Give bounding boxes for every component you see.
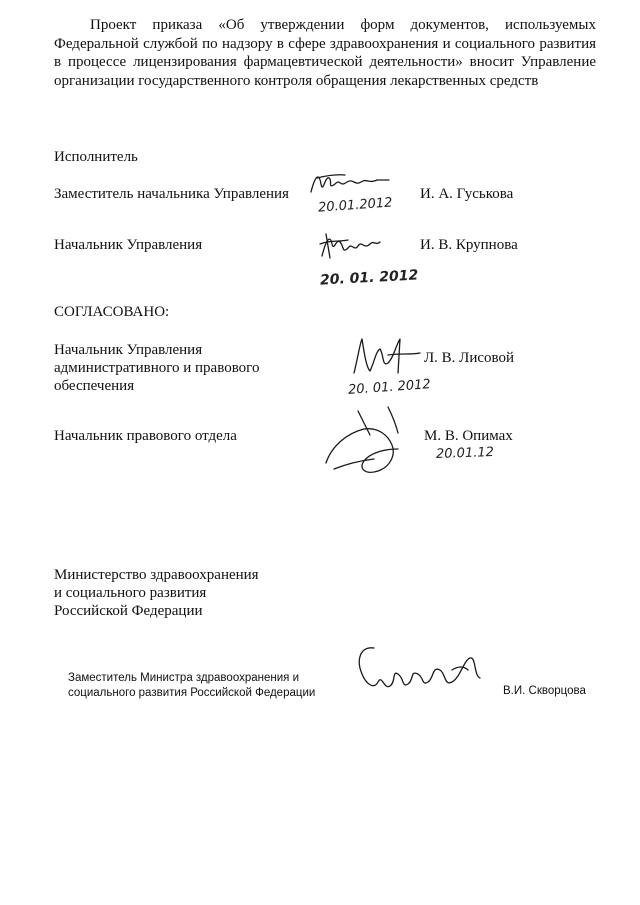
signature-date-opimakh: 20.01.12 bbox=[435, 444, 495, 463]
executor-position-head: Начальник Управления bbox=[54, 237, 203, 253]
ministry-line-3: Российской Федерации bbox=[54, 603, 203, 619]
executor-position-deputy: Заместитель начальника Управления bbox=[54, 186, 289, 202]
deputy-minister-position bbox=[68, 671, 315, 701]
approval-position-admin bbox=[54, 341, 259, 395]
executor-name-krupnova: И. В. Крупнова bbox=[420, 237, 518, 253]
signature-lisovoy bbox=[348, 333, 428, 379]
signature-date-lisovoy: 20. 01. 2012 bbox=[347, 377, 432, 398]
deputy-minister-position-line-2: социального развития Российской Федерации bbox=[68, 687, 316, 699]
approval-position-admin-line-3: обеспечения bbox=[54, 378, 135, 394]
executor-name-guskova: И. А. Гуськова bbox=[420, 186, 514, 202]
deputy-minister-position-line-1: Заместитель Министра здравоохранения и bbox=[68, 672, 299, 684]
approval-position-legal: Начальник правового отдела bbox=[54, 428, 237, 444]
signature-opimakh bbox=[318, 405, 438, 485]
approval-position-admin-line-1: Начальник Управления bbox=[54, 342, 203, 358]
approval-position-admin-line-2: административного и правового bbox=[54, 360, 260, 376]
signature-date-krupnova: 20. 01. 2012 bbox=[319, 267, 419, 289]
approval-heading: СОГЛАСОВАНО: bbox=[54, 304, 170, 320]
signature-krupnova bbox=[318, 230, 398, 264]
executor-heading: Исполнитель bbox=[54, 149, 138, 165]
approval-name-lisovoy: Л. В. Лисовой bbox=[424, 350, 515, 366]
approval-name-opimakh: М. В. Опимах bbox=[424, 428, 513, 444]
ministry-line-1: Министерство здравоохранения bbox=[54, 567, 259, 583]
deputy-minister-name: В.И. Скворцова bbox=[503, 685, 586, 697]
ministry-name bbox=[54, 566, 259, 620]
signature-date-guskova: 20.01.2012 bbox=[317, 195, 393, 216]
document-intro-paragraph: Проект приказа «Об утверждении форм документов, используемых Федеральной службой по надзору в сфере здравоохранения и социального развития в процессе лицензирования фармацевтической деятельности» вносит Управление организации государственного контроля обращения лекарственных средств bbox=[54, 17, 596, 89]
signature-guskova bbox=[305, 170, 410, 200]
signature-skvortsova bbox=[352, 640, 492, 710]
ministry-line-2: и социального развития bbox=[54, 585, 207, 601]
